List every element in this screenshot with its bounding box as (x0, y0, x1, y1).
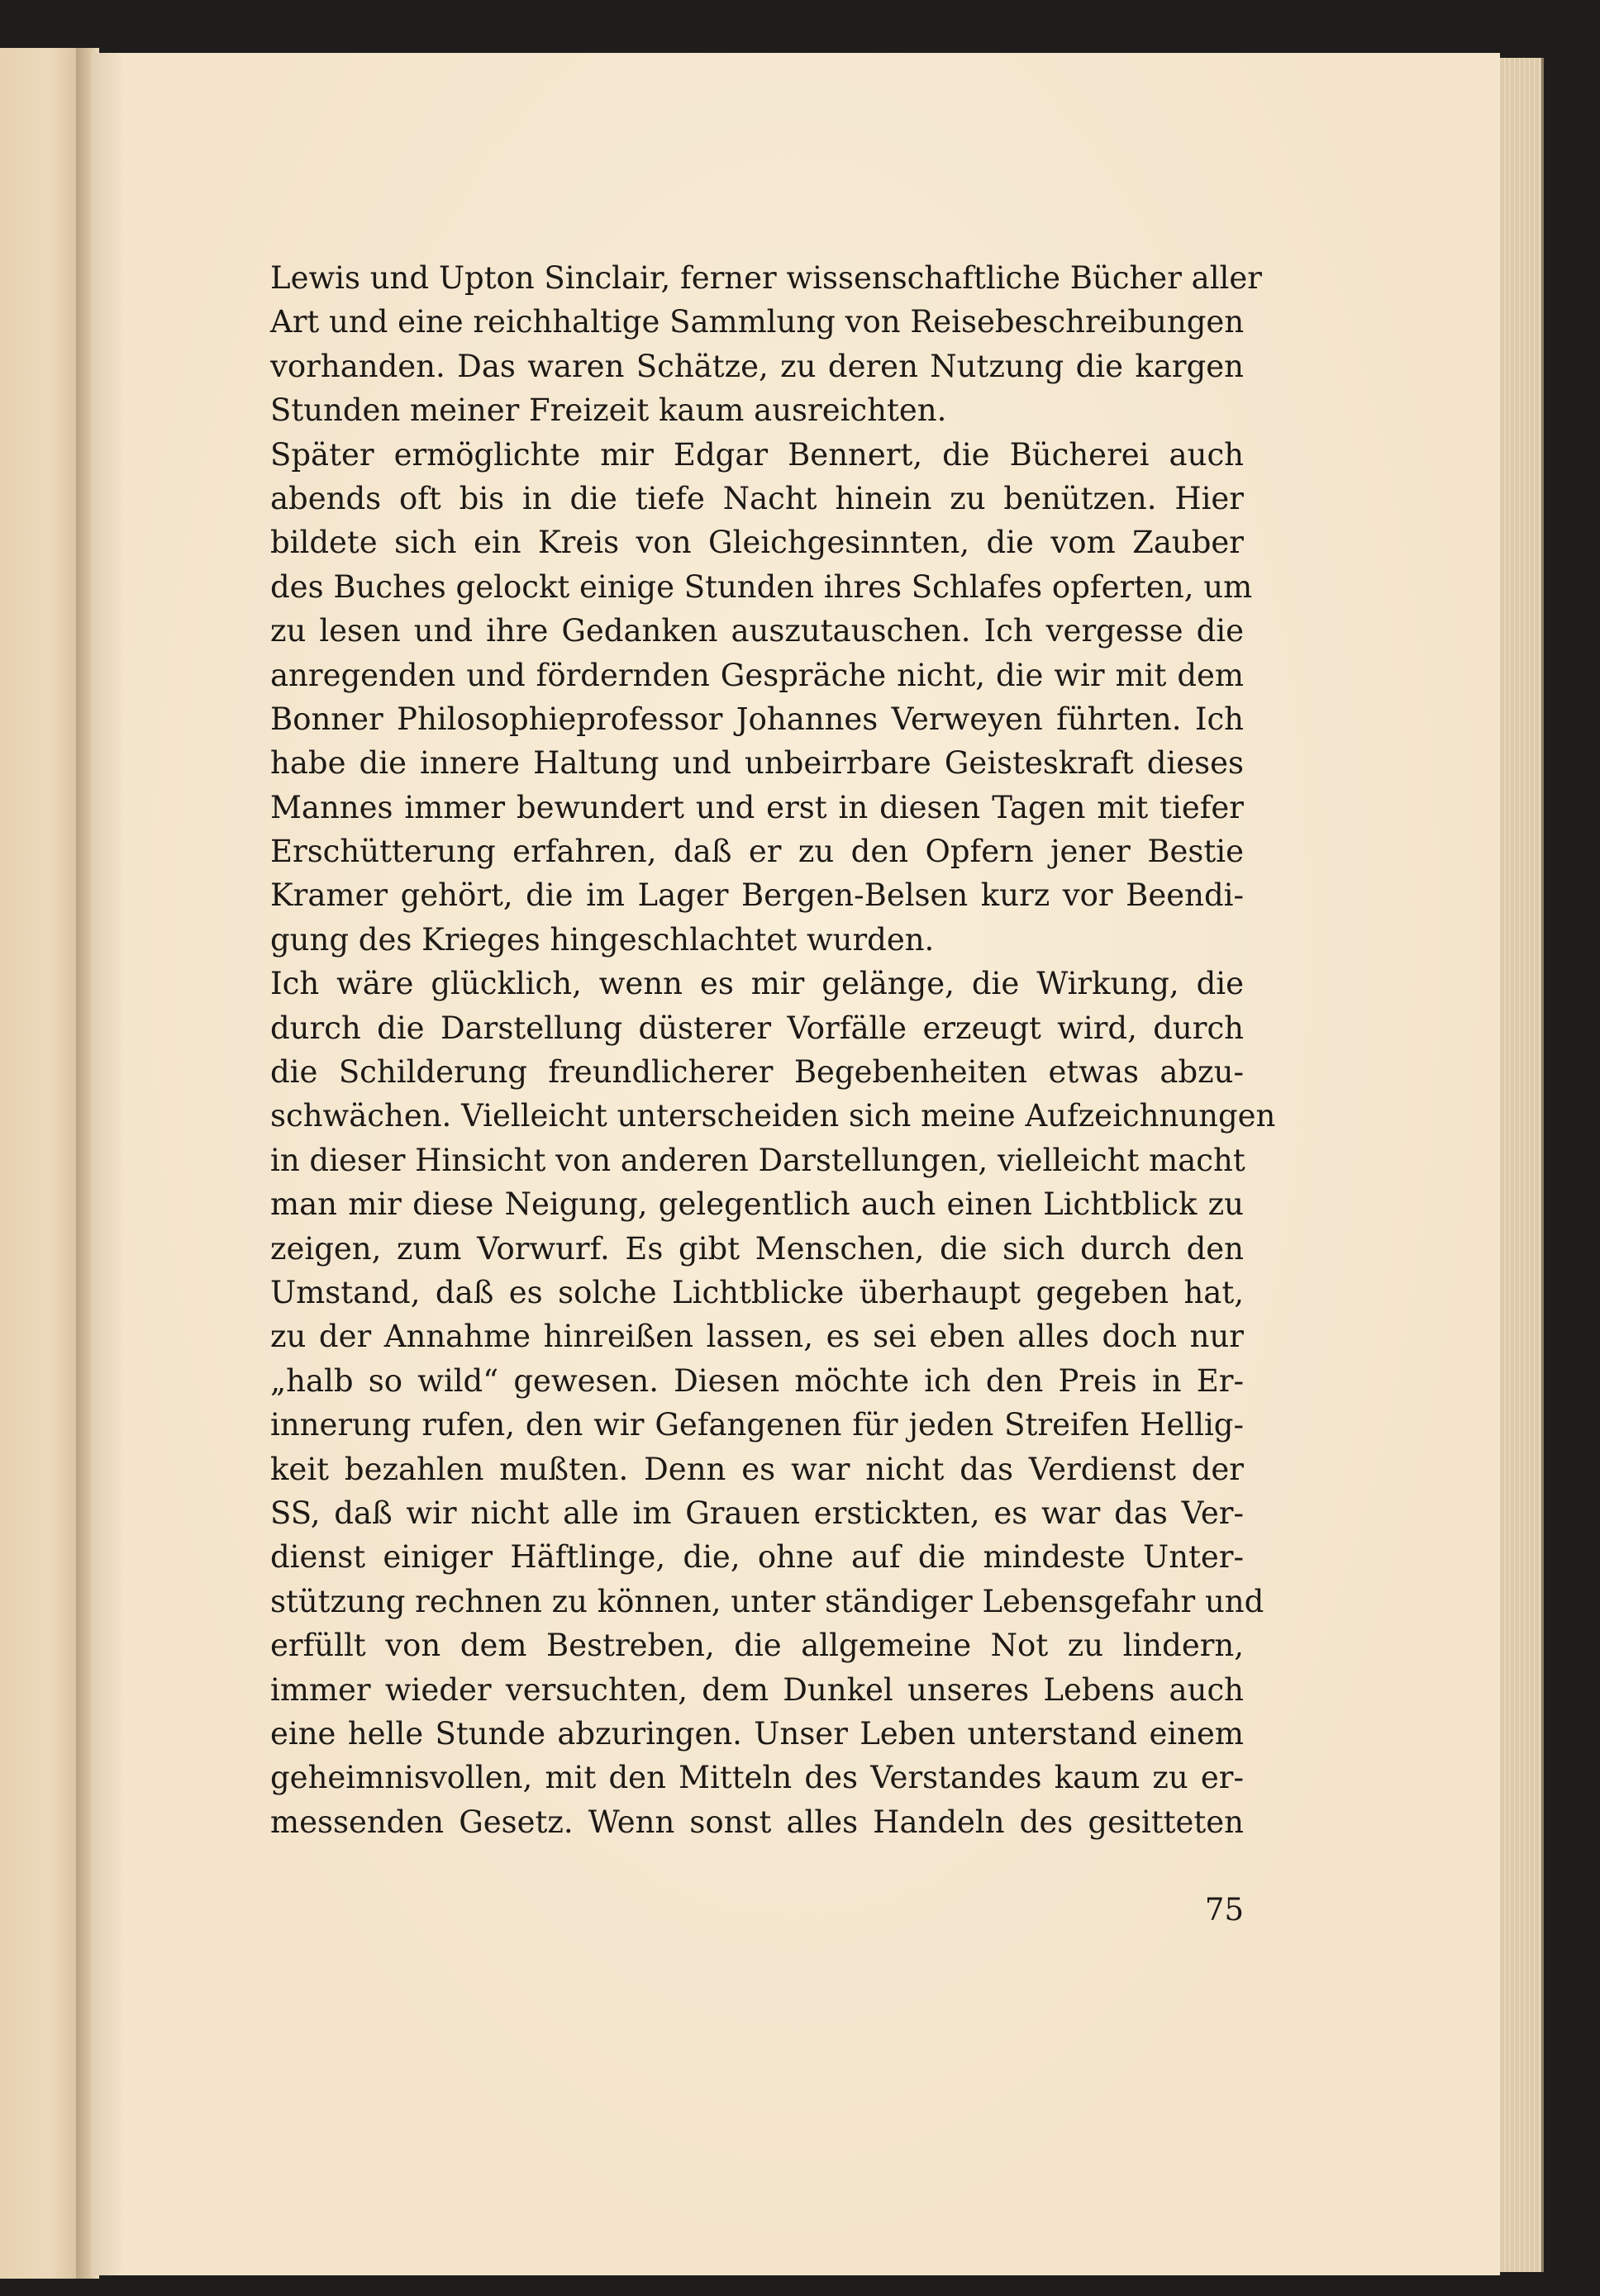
text-line: des Buches gelockt einige Stunden ihres Schlafes opferten, um (270, 568, 1253, 605)
text-line: Kramer gehört, die im Lager Bergen-Belsen kurz vor Beendi- (270, 877, 1244, 914)
text-line: in dieser Hinsicht von anderen Darstellungen, vielleicht macht (270, 1142, 1245, 1178)
text-line: erfüllt von dem Bestreben, die allgemeine Not zu lindern, (270, 1628, 1244, 1664)
text-line: immer wieder versuchten, dem Dunkel unseres Lebens auch (270, 1671, 1244, 1708)
text-line: Ich wäre glücklich, wenn es mir gelänge, die Wirkung, die (270, 966, 1244, 1002)
text-line: „halb so wild“ gewesen. Diesen möchte ich den Preis in Er- (270, 1362, 1244, 1399)
text-line: geheimnisvollen, mit den Mitteln des Verstandes kaum zu er- (270, 1760, 1244, 1796)
text-line: schwächen. Vielleicht unterscheiden sich meine Aufzeichnungen (270, 1098, 1276, 1134)
text-line: innerung rufen, den wir Gefangenen für jeden Streifen Hellig- (270, 1407, 1244, 1443)
text-line: messenden Gesetz. Wenn sonst alles Handeln des gesitteten (270, 1804, 1244, 1840)
text-line: man mir diese Neigung, gelegentlich auch einen Lichtblick zu (270, 1186, 1244, 1223)
left-page-edge (0, 48, 83, 2279)
text-line: habe die innere Haltung und unbeirrbare Geisteskraft dieses (270, 745, 1244, 782)
text-line: zu der Annahme hinreißen lassen, es sei eben alles doch nur (270, 1319, 1244, 1355)
text-line: bildete sich ein Kreis von Gleichgesinnten, die vom Zauber (270, 525, 1244, 561)
text-line: SS, daß wir nicht alle im Grauen erstickten, es war das Ver- (270, 1495, 1244, 1531)
text-line: zu lesen und ihre Gedanken auszutauschen. Ich vergesse die (270, 613, 1244, 649)
text-line: Bonner Philosophieprofessor Johannes Verweyen führten. Ich (270, 701, 1244, 737)
text-line: vorhanden. Das waren Schätze, zu deren Nutzung die kargen (270, 348, 1244, 384)
text-line: eine helle Stunde abzuringen. Unser Leben unterstand einem (270, 1715, 1244, 1752)
text-line: durch die Darstellung düsterer Vorfälle erzeugt wird, durch (270, 1010, 1244, 1046)
text-line: Mannes immer bewundert und erst in diesen Tagen mit tiefer (270, 789, 1244, 825)
text-line: zeigen, zum Vorwurf. Es gibt Menschen, die sich durch den (270, 1230, 1244, 1267)
text-line: Erschütterung erfahren, daß er zu den Opfern jener Bestie (270, 834, 1244, 870)
text-line: gung des Krieges hingeschlachtet wurden. (270, 921, 935, 958)
text-line: abends oft bis in die tiefe Nacht hinein zu benützen. Hier (270, 480, 1244, 516)
text-line: dienst einiger Häftlinge, die, ohne auf die mindeste Unter- (270, 1539, 1244, 1576)
text-line: stützung rechnen zu können, unter ständiger Lebensgefahr und (270, 1583, 1264, 1619)
text-line: Später ermöglichte mir Edgar Bennert, die Bücherei auch (270, 436, 1244, 473)
text-line: Art und eine reichhaltige Sammlung von Reisebeschreibungen (270, 304, 1245, 340)
text-line: Stunden meiner Freizeit kaum ausreichten. (270, 392, 947, 429)
text-line: anregenden und fördernden Gespräche nicht, die wir mit dem (270, 657, 1244, 693)
text-line: die Schilderung freundlicherer Begebenheiten etwas abzu- (270, 1054, 1244, 1091)
text-line: Lewis und Upton Sinclair, ferner wissenschaftliche Bücher aller (270, 260, 1262, 296)
page-number: 75 (1204, 1892, 1244, 1928)
text-line: Umstand, daß es solche Lichtblicke überhaupt gegeben hat, (270, 1274, 1244, 1310)
text-line: keit bezahlen mußten. Denn es war nicht das Verdienst der (270, 1451, 1244, 1487)
body-text (270, 256, 1276, 1844)
